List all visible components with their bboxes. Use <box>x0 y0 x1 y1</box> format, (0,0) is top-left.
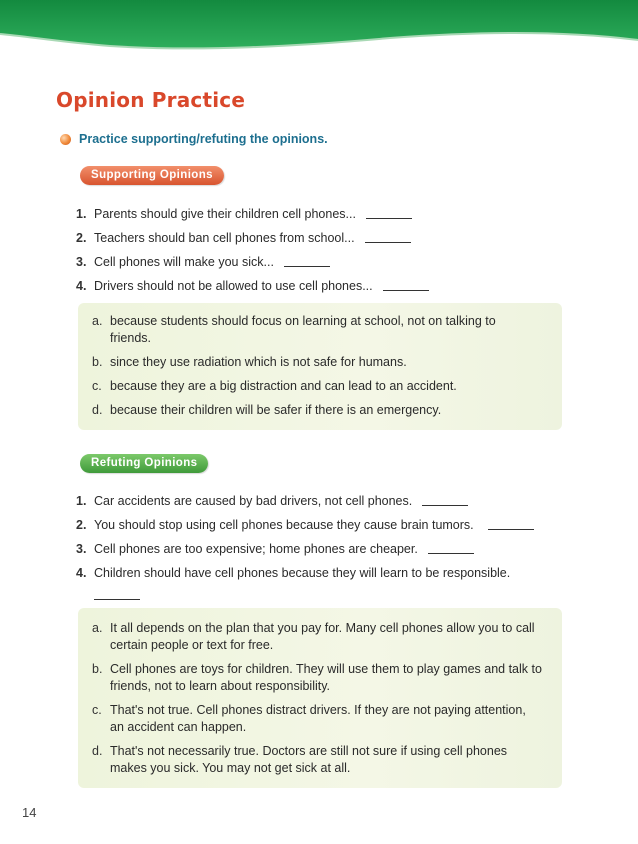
supporting-answer-box <box>78 303 562 430</box>
supporting-opinions-label: Supporting Opinions <box>80 166 224 185</box>
item-letter: a. <box>92 314 103 328</box>
item-text: Cell phones are too expensive; home phones are cheaper. <box>94 542 418 556</box>
header-band <box>0 0 638 60</box>
item-number: 3. <box>76 542 87 556</box>
instruction <box>60 132 328 146</box>
supporting-opinions-list <box>76 204 429 300</box>
item-text: That's not necessarily true. Doctors are still not sure if using cell phones makes you sick. You may not get sick at all. <box>110 744 508 775</box>
list-item <box>76 228 429 252</box>
list-item <box>92 378 512 395</box>
list-item <box>92 702 542 736</box>
answer-blank[interactable] <box>383 276 429 291</box>
item-text: Parents should give their children cell phones... <box>94 207 356 221</box>
answer-blank[interactable] <box>488 515 534 530</box>
list-item <box>76 539 546 563</box>
list-item <box>76 491 546 515</box>
refuting-answer-box <box>78 608 562 788</box>
refuting-opinions-label: Refuting Opinions <box>80 454 208 473</box>
item-letter: d. <box>92 403 103 417</box>
list-item <box>76 204 429 228</box>
item-letter: a. <box>92 621 103 635</box>
list-item <box>92 313 512 347</box>
orange-bullet-icon <box>60 134 71 145</box>
item-text: You should stop using cell phones because they cause brain tumors. <box>94 518 474 532</box>
instruction-text: Practice supporting/refuting the opinions. <box>79 132 328 146</box>
item-number: 1. <box>76 494 87 508</box>
item-text: Cell phones will make you sick... <box>94 255 274 269</box>
answer-blank[interactable] <box>94 585 140 600</box>
item-text: Teachers should ban cell phones from school... <box>94 231 355 245</box>
list-item <box>76 515 546 539</box>
list-item <box>92 661 542 695</box>
item-number: 2. <box>76 231 87 245</box>
item-text: That's not true. Cell phones distract drivers. If they are not paying attention, an accident can happen. <box>110 703 526 734</box>
item-text: Car accidents are caused by bad drivers, not cell phones. <box>94 494 413 508</box>
item-text: Drivers should not be allowed to use cell phones... <box>94 279 373 293</box>
answer-blank[interactable] <box>428 539 474 554</box>
list-item <box>92 743 542 777</box>
list-item <box>92 354 512 371</box>
item-number: 1. <box>76 207 87 221</box>
item-letter: c. <box>92 703 102 717</box>
list-item <box>76 276 429 300</box>
list-item <box>92 402 512 419</box>
item-text: because students should focus on learning at school, not on talking to friends. <box>110 314 496 345</box>
answer-blank[interactable] <box>366 204 412 219</box>
item-letter: d. <box>92 744 103 758</box>
item-text: Children should have cell phones because they will learn to be responsible. <box>94 566 511 580</box>
item-text: because they are a big distraction and can lead to an accident. <box>110 379 457 393</box>
item-letter: b. <box>92 355 103 369</box>
answer-blank[interactable] <box>422 491 468 506</box>
item-number: 4. <box>76 566 87 580</box>
item-number: 3. <box>76 255 87 269</box>
item-text: because their children will be safer if there is an emergency. <box>110 403 442 417</box>
refuting-opinions-list <box>76 491 546 600</box>
answer-blank[interactable] <box>284 252 330 267</box>
item-number: 4. <box>76 279 87 293</box>
list-item <box>76 563 546 600</box>
answer-blank[interactable] <box>365 228 411 243</box>
item-number: 2. <box>76 518 87 532</box>
item-text: It all depends on the plan that you pay for. Many cell phones allow you to call certain people or text for free. <box>110 621 535 652</box>
list-item <box>76 252 429 276</box>
list-item <box>92 620 542 654</box>
item-letter: c. <box>92 379 102 393</box>
item-text: Cell phones are toys for children. They will use them to play games and talk to friends, not to learn about responsibility. <box>110 662 542 693</box>
page-title: Opinion Practice <box>56 88 246 112</box>
page-number: 14 <box>22 805 37 820</box>
item-letter: b. <box>92 662 103 676</box>
item-text: since they use radiation which is not safe for humans. <box>110 355 407 369</box>
